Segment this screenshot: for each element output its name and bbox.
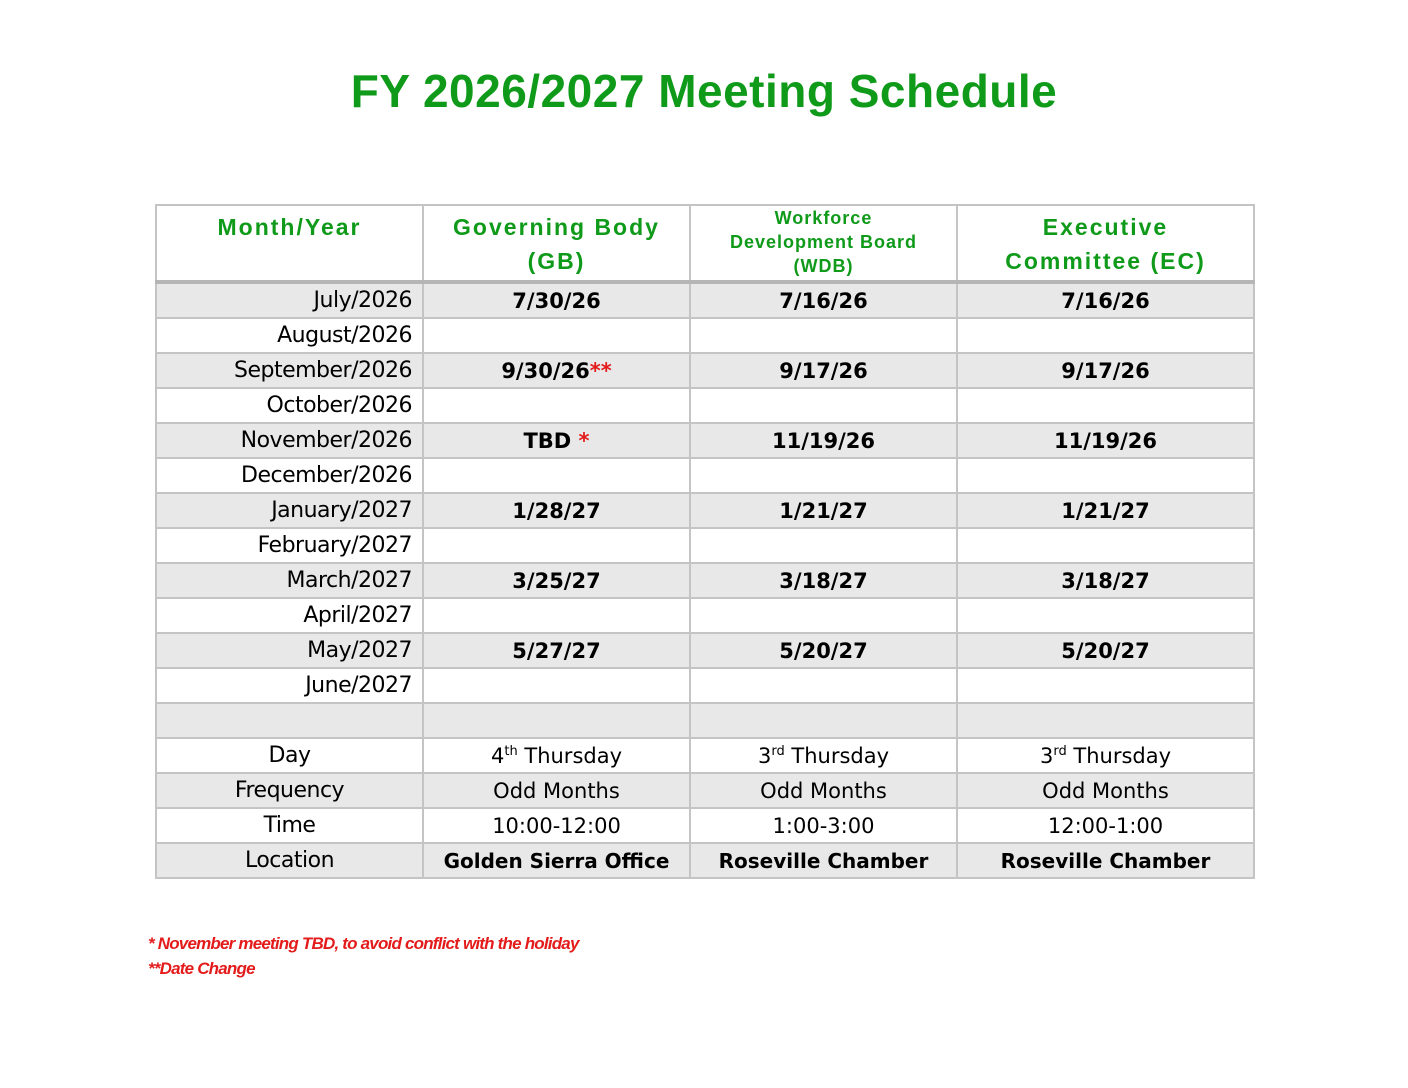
gb-date-cell: 3/25/27 [423, 563, 690, 598]
gb-date-cell [423, 458, 690, 493]
empty-cell [156, 703, 423, 738]
time-row [156, 808, 1254, 843]
wdb-date-cell [690, 598, 957, 633]
empty-cell [423, 703, 690, 738]
table-row [156, 423, 1254, 458]
gb-date-cell: 9/30/26** [423, 353, 690, 388]
page-title: FY 2026/2027 Meeting Schedule [350, 65, 1058, 117]
table-row [156, 528, 1254, 563]
wdb-date-cell [690, 458, 957, 493]
day-label: Day [156, 738, 423, 773]
ec-date-cell: 3/18/27 [957, 563, 1254, 598]
gb-date-cell [423, 598, 690, 633]
wdb-date-cell: 5/20/27 [690, 633, 957, 668]
table-row [156, 282, 1254, 318]
month-cell: May/2027 [156, 633, 423, 668]
gb-date-cell: 1/28/27 [423, 493, 690, 528]
frequency-row [156, 773, 1254, 808]
spacer-row [156, 703, 1254, 738]
wdb-date-cell: 11/19/26 [690, 423, 957, 458]
ec-day-cell: 3rd Thursday [957, 738, 1254, 773]
ec-date-cell: 1/21/27 [957, 493, 1254, 528]
location-label: Location [156, 843, 423, 878]
wdb-frequency-cell: Odd Months [690, 773, 957, 808]
wdb-date-cell [690, 318, 957, 353]
ec-date-cell: 7/16/26 [957, 282, 1254, 318]
month-cell: March/2027 [156, 563, 423, 598]
header-workforce-development-board: Workforce Development Board (WDB) [690, 205, 957, 282]
ec-time-cell: 12:00-1:00 [957, 808, 1254, 843]
ec-date-cell: 5/20/27 [957, 633, 1254, 668]
wdb-date-cell: 1/21/27 [690, 493, 957, 528]
gb-day-cell: 4th Thursday [423, 738, 690, 773]
month-cell: December/2026 [156, 458, 423, 493]
frequency-label: Frequency [156, 773, 423, 808]
ec-date-cell [957, 598, 1254, 633]
footnote-holiday: * November meeting TBD, to avoid conflict with the holiday [148, 934, 579, 953]
table-row [156, 353, 1254, 388]
wdb-date-cell: 7/16/26 [690, 282, 957, 318]
ec-frequency-cell: Odd Months [957, 773, 1254, 808]
gb-frequency-cell: Odd Months [423, 773, 690, 808]
month-cell: July/2026 [156, 282, 423, 318]
gb-date-cell [423, 668, 690, 703]
wdb-date-cell [690, 528, 957, 563]
wdb-date-cell [690, 668, 957, 703]
wdb-day-cell: 3rd Thursday [690, 738, 957, 773]
empty-cell [957, 703, 1254, 738]
empty-cell [690, 703, 957, 738]
footnotes [148, 931, 579, 981]
table-row [156, 493, 1254, 528]
ec-location-cell: Roseville Chamber [957, 843, 1254, 878]
ec-date-cell: 11/19/26 [957, 423, 1254, 458]
gb-date-cell: 7/30/26 [423, 282, 690, 318]
table-row [156, 633, 1254, 668]
gb-date-cell [423, 528, 690, 563]
ec-date-cell [957, 528, 1254, 563]
month-cell: November/2026 [156, 423, 423, 458]
table-row [156, 598, 1254, 633]
day-row [156, 738, 1254, 773]
header-row [156, 205, 1254, 282]
header-governing-body: Governing Body (GB) [423, 205, 690, 282]
month-cell: February/2027 [156, 528, 423, 563]
meeting-schedule-table [155, 204, 1255, 879]
month-cell: April/2027 [156, 598, 423, 633]
ec-date-cell [957, 318, 1254, 353]
wdb-time-cell: 1:00-3:00 [690, 808, 957, 843]
month-cell: September/2026 [156, 353, 423, 388]
ec-date-cell [957, 458, 1254, 493]
table-row [156, 458, 1254, 493]
gb-date-cell: TBD * [423, 423, 690, 458]
gb-time-cell: 10:00-12:00 [423, 808, 690, 843]
ec-date-cell [957, 388, 1254, 423]
gb-date-cell [423, 318, 690, 353]
gb-location-cell: Golden Sierra Office [423, 843, 690, 878]
ec-date-cell [957, 668, 1254, 703]
wdb-date-cell: 9/17/26 [690, 353, 957, 388]
location-row [156, 843, 1254, 878]
gb-date-cell [423, 388, 690, 423]
table-row [156, 563, 1254, 598]
header-executive-committee: Executive Committee (EC) [957, 205, 1254, 282]
time-label: Time [156, 808, 423, 843]
table-row [156, 668, 1254, 703]
wdb-location-cell: Roseville Chamber [690, 843, 957, 878]
month-cell: October/2026 [156, 388, 423, 423]
table-row [156, 318, 1254, 353]
header-month-year: Month/Year [156, 205, 423, 282]
wdb-date-cell: 3/18/27 [690, 563, 957, 598]
month-cell: June/2027 [156, 668, 423, 703]
month-cell: January/2027 [156, 493, 423, 528]
gb-date-cell: 5/27/27 [423, 633, 690, 668]
month-cell: August/2026 [156, 318, 423, 353]
footnote-date-change: **Date Change [148, 959, 255, 978]
wdb-date-cell [690, 388, 957, 423]
table-row [156, 388, 1254, 423]
ec-date-cell: 9/17/26 [957, 353, 1254, 388]
